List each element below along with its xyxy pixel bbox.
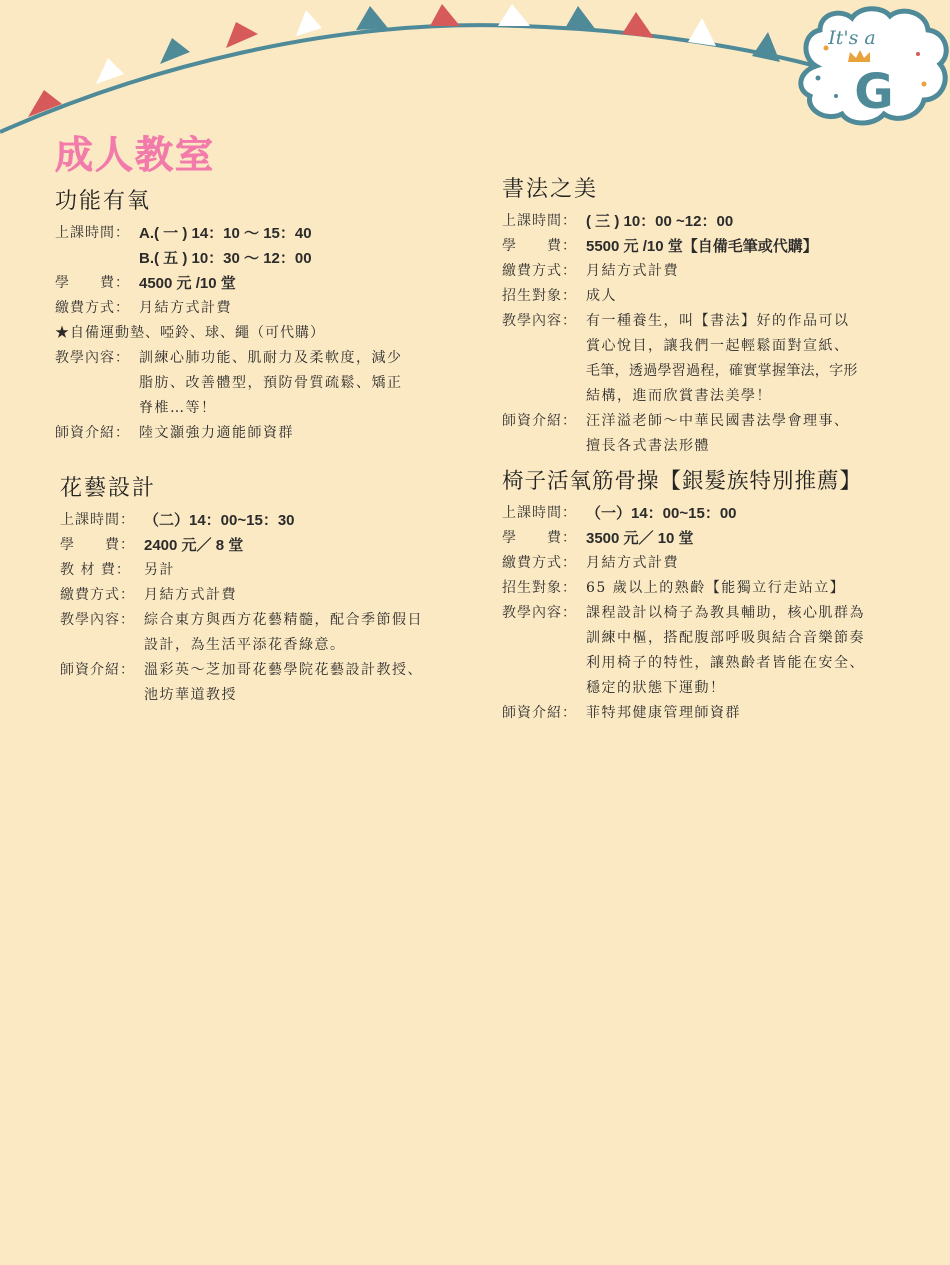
row-value [144, 608, 460, 658]
row-label: 教學內容： [502, 313, 577, 329]
info-row-content [502, 601, 902, 701]
info-row-payment [60, 583, 460, 608]
badge-line1: It's a [828, 27, 876, 49]
course-floral-design [60, 471, 460, 708]
course-functional-aerobics [55, 184, 455, 446]
row-label: 繳費方式： [502, 263, 577, 279]
row-label: 繳費方式： [60, 587, 135, 603]
content-line: 訓練心肺功能、肌耐力及柔軟度，減少 [139, 350, 403, 366]
row-label: 招生對象： [502, 288, 577, 304]
course-calligraphy [502, 172, 897, 459]
content-line: 訓練中樞，搭配腹部呼吸與結合音樂節奏 [586, 630, 865, 646]
row-value [139, 346, 455, 421]
row-value: （一）14：00~15：00 [586, 505, 737, 522]
row-label: 學 費： [502, 238, 577, 254]
row-value: 2400 元／ 8 堂 [144, 537, 244, 554]
info-row-schedule [502, 501, 902, 526]
course-title: 功能有氧 [55, 189, 152, 214]
content-line: 課程設計以椅子為教具輔助，核心肌群為 [586, 605, 865, 621]
info-row-payment [502, 551, 902, 576]
content-line: 毛筆，透過學習過程，確實掌握筆法，字形 [586, 363, 858, 379]
row-value: 另計 [144, 562, 175, 578]
row-label: 上課時間： [55, 225, 130, 241]
its-a-g-logo [796, 4, 950, 130]
page-title: 成人教室 [55, 133, 216, 177]
row-value: 陸文灝強力適能師資群 [139, 425, 294, 441]
info-row-content [60, 608, 460, 658]
row-label: 上課時間： [502, 213, 577, 229]
schedule-a: A.( 一 ) 14：10 ～ 15：40 [139, 225, 312, 242]
row-label: 教 材 費： [60, 562, 131, 578]
row-value: （二）14：00~15：30 [144, 512, 295, 529]
course-title: 書法之美 [502, 177, 599, 202]
content-line: 脊椎…等！ [139, 400, 217, 416]
row-label: 學 費： [502, 530, 577, 546]
content-line: 有一種養生，叫【書法】好的作品可以 [586, 313, 850, 329]
row-label: 學 費： [60, 537, 135, 553]
info-row-teacher [55, 421, 455, 446]
info-row-schedule [55, 221, 455, 271]
row-label: 師資介紹： [55, 425, 130, 441]
info-row-audience [502, 284, 897, 309]
content-line: 賞心悅目，讓我們一起輕鬆面對宣紙、 [586, 338, 850, 354]
row-value: 3500 元／ 10 堂 [586, 530, 694, 547]
info-row-schedule [502, 209, 897, 234]
content-line: 結構，進而欣賞書法美學！ [586, 388, 772, 404]
row-label: 繳費方式： [55, 300, 130, 316]
course-chair-exercise [502, 464, 902, 726]
info-row-fee [55, 271, 455, 296]
row-label: 師資介紹： [502, 413, 577, 429]
info-row-payment [502, 259, 897, 284]
row-value: 菲特邦健康管理師資群 [586, 705, 741, 721]
row-label: 學 費： [55, 275, 130, 291]
row-value [144, 658, 460, 708]
row-label: 教學內容： [55, 350, 130, 366]
row-value [586, 409, 897, 459]
info-row-teacher [502, 409, 897, 459]
row-label: 教學內容： [60, 612, 135, 628]
row-value [586, 309, 897, 409]
row-value: 月結方式計費 [586, 263, 679, 279]
row-value [139, 221, 455, 271]
row-label: 招生對象： [502, 580, 577, 596]
teacher-line: 擅長各式書法形體 [586, 438, 710, 454]
row-label: 繳費方式： [502, 555, 577, 571]
row-value: 月結方式計費 [139, 300, 232, 316]
row-value: 65 歲以上的熟齡【能獨立行走站立】 [586, 580, 846, 596]
info-row-schedule [60, 508, 460, 533]
info-row-fee [502, 526, 902, 551]
row-value: 成人 [586, 288, 617, 304]
teacher-line: 汪洋溢老師～中華民國書法學會理事、 [586, 413, 850, 429]
row-label: 上課時間： [60, 512, 135, 528]
course-title: 椅子活氧筋骨操【銀髮族特別推薦】 [502, 469, 863, 494]
content-line: 設計，為生活平添花香綠意。 [144, 637, 346, 653]
info-row-payment [55, 296, 455, 321]
content-line: 穩定的狀態下運動！ [586, 680, 726, 696]
row-label: 教學內容： [502, 605, 577, 621]
content-line: 綜合東方與西方花藝精髓，配合季節假日 [144, 612, 423, 628]
course-title: 花藝設計 [60, 476, 157, 501]
info-row-fee [502, 234, 897, 259]
info-row-material-fee [60, 558, 460, 583]
teacher-line: 溫彩英～芝加哥花藝學院花藝設計教授、 [144, 662, 423, 678]
row-value: 5500 元 /10 堂【自備毛筆或代購】 [586, 238, 818, 255]
row-value: 4500 元 /10 堂 [139, 275, 236, 292]
row-value: ( 三 ) 10：00 ~12：00 [586, 213, 734, 230]
badge-letter: G [854, 64, 894, 120]
info-row-audience [502, 576, 902, 601]
content-line: 利用椅子的特性，讓熟齡者皆能在安全、 [586, 655, 865, 671]
row-label: 師資介紹： [502, 705, 577, 721]
row-value: 月結方式計費 [144, 587, 237, 603]
content-line: 脂肪、改善體型，預防骨質疏鬆、矯正 [139, 375, 403, 391]
equipment-note: ★自備運動墊、啞鈴、球、繩（可代購） [55, 325, 325, 341]
info-row-fee [60, 533, 460, 558]
info-row-teacher [502, 701, 902, 726]
info-row-content [502, 309, 897, 409]
schedule-b: B.( 五 ) 10：30 ～ 12：00 [139, 250, 312, 267]
info-row-teacher [60, 658, 460, 708]
row-value [586, 601, 902, 701]
teacher-line: 池坊華道教授 [144, 687, 237, 703]
info-row-content [55, 346, 455, 421]
row-label: 上課時間： [502, 505, 577, 521]
row-value: 月結方式計費 [586, 555, 679, 571]
row-label: 師資介紹： [60, 662, 135, 678]
